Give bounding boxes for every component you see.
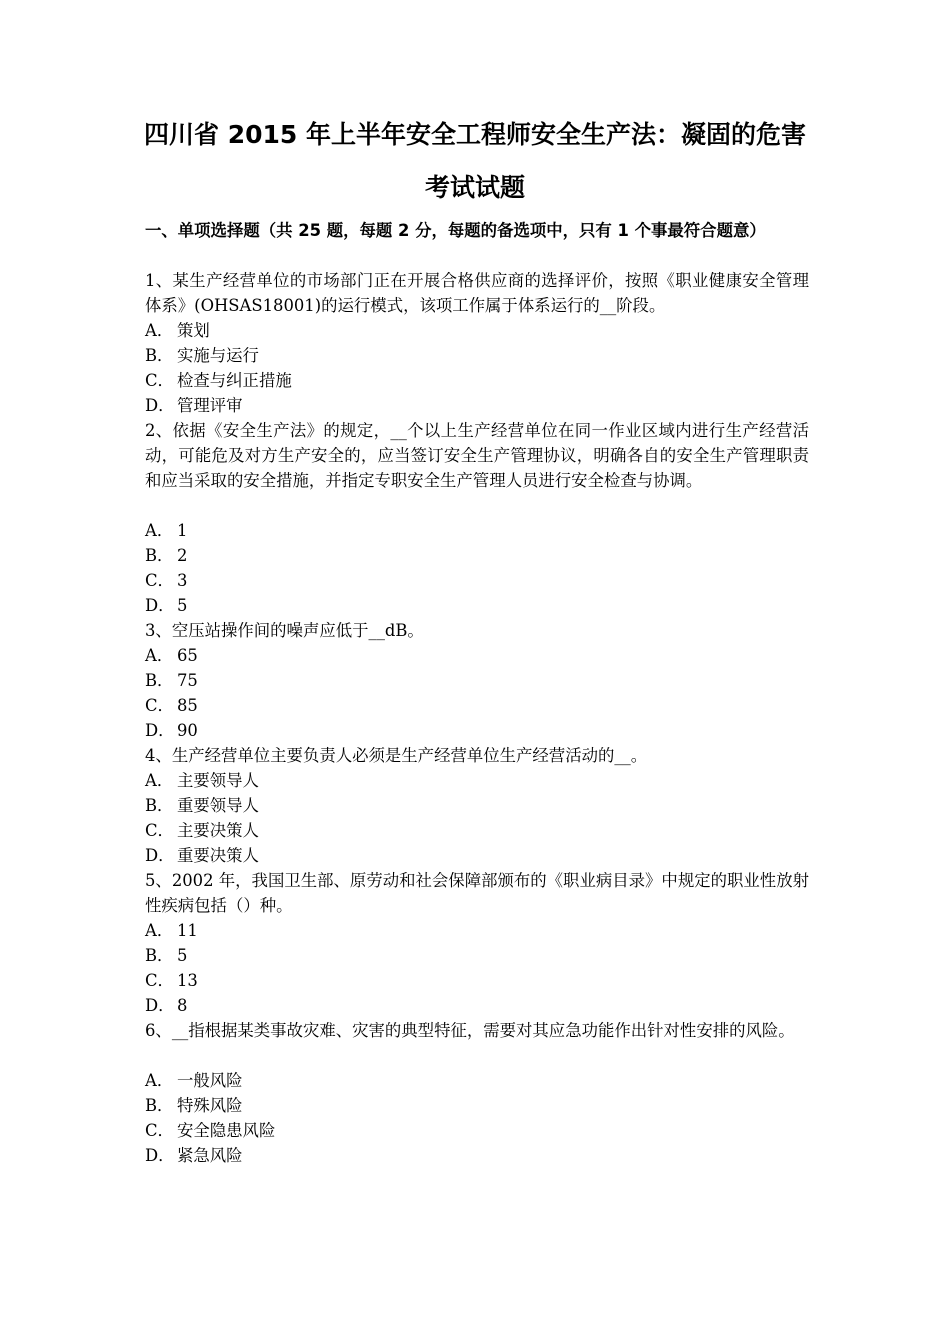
question-3-option-d <box>145 718 809 743</box>
option-letter: C． <box>145 1121 174 1140</box>
option-letter: D． <box>145 846 175 865</box>
option-text: 实施与运行 <box>177 346 259 365</box>
option-text: 13 <box>177 971 198 990</box>
option-letter: B． <box>145 671 174 690</box>
question-6-text: 6、__指根据某类事故灾难、灾害的典型特征，需要对其应急功能作出针对性安排的风险。 <box>145 1021 795 1040</box>
question-2-option-d <box>145 593 809 618</box>
question-2-option-c <box>145 568 809 593</box>
option-text: 85 <box>177 696 198 715</box>
question-4-option-c <box>145 818 809 843</box>
option-letter: B． <box>145 346 174 365</box>
question-2-option-a <box>145 518 809 543</box>
option-text: 8 <box>177 996 188 1015</box>
question-2-text: 2、依据《安全生产法》的规定，__个以上生产经营单位在同一作业区域内进行生产经营活动，可能危及对方生产安全的，应当签订安全生产管理协议，明确各自的安全生产管理职责和应当采取的安全措施，并指定专职安全生产管理人员进行安全检查与协调。 <box>145 421 809 490</box>
option-text: 策划 <box>177 321 210 340</box>
option-text: 检查与纠正措施 <box>177 371 292 390</box>
option-text: 特殊风险 <box>177 1096 243 1115</box>
option-text: 重要领导人 <box>177 796 259 815</box>
option-text: 11 <box>177 921 198 940</box>
option-letter: C． <box>145 571 174 590</box>
question-1-option-b <box>145 343 809 368</box>
question-4-option-a <box>145 768 809 793</box>
option-text: 一般风险 <box>177 1071 243 1090</box>
question-3-option-c <box>145 693 809 718</box>
question-5-option-b <box>145 943 809 968</box>
option-text: 90 <box>177 721 198 740</box>
section-heading: 一、单项选择题（共 25 题，每题 2 分，每题的备选项中，只有 1 个事最符合题意） <box>145 221 766 240</box>
question-3-text: 3、空压站操作间的噪声应低于__dB。 <box>145 621 424 640</box>
option-letter: B． <box>145 946 174 965</box>
option-text: 5 <box>177 596 188 615</box>
option-letter: A． <box>145 646 174 665</box>
option-letter: B． <box>145 546 174 565</box>
option-letter: C． <box>145 821 174 840</box>
option-text: 管理评审 <box>177 396 243 415</box>
question-3-option-a <box>145 643 809 668</box>
option-text: 3 <box>177 571 188 590</box>
question-4-option-b <box>145 793 809 818</box>
question-1-option-c <box>145 368 809 393</box>
question-6-option-b <box>145 1093 809 1118</box>
question-5-option-a <box>145 918 809 943</box>
option-letter: A． <box>145 921 174 940</box>
document-title-line1: 四川省 2015 年上半年安全工程师安全生产法：凝固的危害 <box>144 120 806 149</box>
option-letter: D． <box>145 596 175 615</box>
question-1-text: 1、某生产经营单位的市场部门正在开展合格供应商的选择评价，按照《职业健康安全管理体系》(OHSAS18001)的运行模式，该项工作属于体系运行的__阶段。 <box>145 271 809 315</box>
question-4-text: 4、生产经营单位主要负责人必须是生产经营单位生产经营活动的__。 <box>145 746 648 765</box>
question-5-option-c <box>145 968 809 993</box>
question-6-option-c <box>145 1118 809 1143</box>
option-text: 5 <box>177 946 188 965</box>
question-1-option-a <box>145 318 809 343</box>
question-5-option-d <box>145 993 809 1018</box>
option-letter: C． <box>145 696 174 715</box>
option-letter: D． <box>145 396 175 415</box>
question-1-option-d <box>145 393 809 418</box>
option-letter: D． <box>145 1146 175 1165</box>
option-text: 安全隐患风险 <box>177 1121 276 1140</box>
option-text: 1 <box>177 521 188 540</box>
question-4-option-d <box>145 843 809 868</box>
option-text: 65 <box>177 646 198 665</box>
option-letter: A． <box>145 771 174 790</box>
option-text: 主要决策人 <box>177 821 259 840</box>
option-text: 2 <box>177 546 188 565</box>
question-6-option-a <box>145 1068 809 1093</box>
option-text: 重要决策人 <box>177 846 259 865</box>
document-body <box>145 218 809 1168</box>
question-3-option-b <box>145 668 809 693</box>
question-5-text: 5、2002 年，我国卫生部、原劳动和社会保障部颁布的《职业病目录》中规定的职业性放射性疾病包括（）种。 <box>145 871 809 915</box>
option-letter: B． <box>145 796 174 815</box>
option-letter: D． <box>145 721 175 740</box>
option-letter: A． <box>145 321 174 340</box>
question-6-option-d <box>145 1143 809 1168</box>
option-text: 主要领导人 <box>177 771 259 790</box>
option-letter: A． <box>145 521 174 540</box>
document-title-line2: 考试试题 <box>424 173 525 202</box>
option-letter: C． <box>145 371 174 390</box>
question-2-option-b <box>145 543 809 568</box>
option-letter: C． <box>145 971 174 990</box>
option-letter: A． <box>145 1071 174 1090</box>
option-text: 75 <box>177 671 198 690</box>
option-text: 紧急风险 <box>177 1146 243 1165</box>
option-letter: B． <box>145 1096 174 1115</box>
option-letter: D． <box>145 996 175 1015</box>
